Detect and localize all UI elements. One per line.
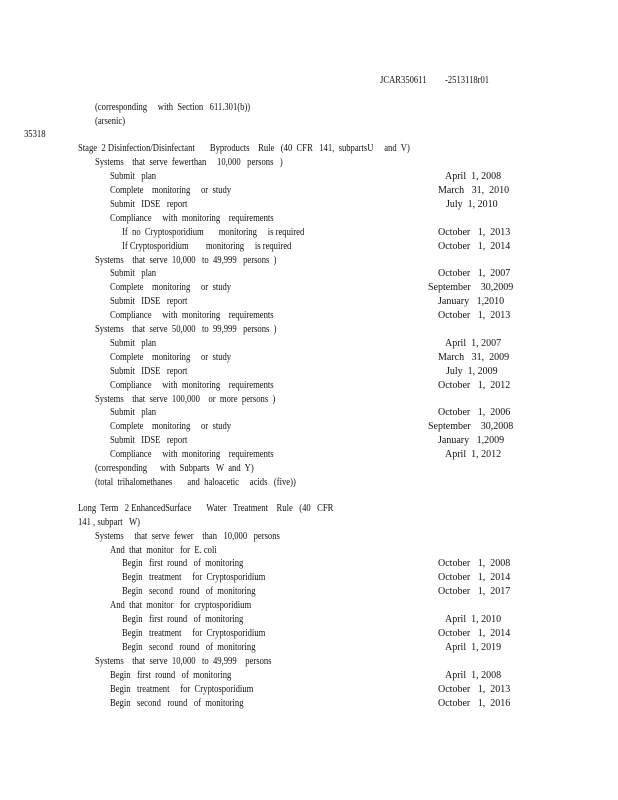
- stage2-item-label: Complete monitoring or study: [110, 282, 232, 293]
- stage2-item-label: Submit plan: [110, 171, 157, 182]
- stage2-item-date: September 30,2009: [428, 282, 514, 293]
- stage2-item-label: Submit plan: [110, 338, 157, 349]
- stage2-item-label: If no Cryptosporidium monitoring is required: [122, 227, 305, 238]
- stage2-item-label: Compliance with monitoring requirements: [110, 310, 274, 321]
- lt2-item-date: October 1, 2013: [438, 684, 511, 695]
- stage2-group-label: Systems that serve 100,000 or more persons ): [95, 394, 276, 405]
- lt2-item-date: April 1, 2010: [445, 614, 502, 625]
- stage2-item-date: April 1, 2012: [445, 449, 502, 460]
- stage2-item-label: Compliance with monitoring requirements: [110, 213, 274, 224]
- lt2-item-label: Begin first round of monitoring: [110, 670, 232, 681]
- stage2-item-label: Submit IDSE report: [110, 435, 188, 446]
- doc-id: JCAR350611: [380, 75, 427, 86]
- lt2-subgroup-label: And that monitor for cryptosporidium: [110, 600, 252, 611]
- stage2-item-label: Complete monitoring or study: [110, 185, 232, 196]
- intro-line-1: (corresponding with Section 611.301(b)): [95, 102, 251, 113]
- stage2-note-2: (total trihalomethanes and haloacetic acids (five)): [95, 477, 296, 488]
- stage2-item-label: If Cryptosporidium monitoring is required: [122, 241, 292, 252]
- stage2-item-date: July 1, 2009: [446, 366, 498, 377]
- stage2-item-label: Compliance with monitoring requirements: [110, 449, 274, 460]
- stage2-note-1: (corresponding with Subparts W and Y): [95, 463, 254, 474]
- lt2-item-date: October 1, 2016: [438, 698, 511, 709]
- stage2-item-label: Submit IDSE report: [110, 199, 188, 210]
- stage2-item-label: Complete monitoring or study: [110, 352, 232, 363]
- stage2-title: Stage 2 Disinfection/Disinfectant Byproducts Rule (40 CFR 141, subpartsU and V): [78, 143, 410, 154]
- lt2-item-date: April 1, 2019: [445, 642, 502, 653]
- lt2-subgroup-label: And that monitor for E. coli: [110, 545, 217, 556]
- stage2-item-date: July 1, 2010: [446, 199, 498, 210]
- stage2-item-label: Submit IDSE report: [110, 366, 188, 377]
- stage2-item-date: September 30,2008: [428, 421, 514, 432]
- lt2-item-label: Begin first round of monitoring: [122, 614, 244, 625]
- lt2-item-label: Begin second round of monitoring: [122, 642, 256, 653]
- stage2-group-label: Systems that serve fewerthan 10,000 persons ): [95, 157, 283, 168]
- lt2-item-label: Begin treatment for Cryptosporidium: [122, 572, 266, 583]
- lt2-item-date: October 1, 2008: [438, 558, 511, 569]
- stage2-item-label: Submit IDSE report: [110, 296, 188, 307]
- stage2-item-date: October 1, 2013: [438, 227, 511, 238]
- lt2-title-line-2: 141 , subpart W): [78, 517, 140, 528]
- lt2-item-label: Begin second round of monitoring: [110, 698, 244, 709]
- lt2-item-date: October 1, 2014: [438, 572, 511, 583]
- stage2-item-date: January 1,2009: [438, 435, 505, 446]
- margin-line-number: 35318: [24, 129, 46, 140]
- lt2-item-label: Begin treatment for Cryptosporidium: [122, 628, 266, 639]
- stage2-item-date: January 1,2010: [438, 296, 505, 307]
- lt2-group-label: Systems that serve fewer than 10,000 persons: [95, 531, 280, 542]
- lt2-group-label: Systems that serve 10,000 to 49,999 persons: [95, 656, 272, 667]
- lt2-item-label: Begin treatment for Cryptosporidium: [110, 684, 254, 695]
- stage2-item-date: October 1, 2006: [438, 407, 511, 418]
- stage2-group-label: Systems that serve 50,000 to 99,999 persons ): [95, 324, 277, 335]
- stage2-item-date: April 1, 2008: [445, 171, 502, 182]
- stage2-group-label: Systems that serve 10,000 to 49,999 persons ): [95, 255, 277, 266]
- stage2-item-label: Submit plan: [110, 268, 157, 279]
- stage2-item-date: October 1, 2012: [438, 380, 511, 391]
- lt2-item-label: Begin first round of monitoring: [122, 558, 244, 569]
- stage2-item-date: March 31, 2009: [438, 352, 510, 363]
- stage2-item-date: October 1, 2013: [438, 310, 511, 321]
- lt2-title-line-1: Long Term 2 EnhancedSurface Water Treatment Rule (40 CFR: [78, 503, 334, 514]
- lt2-item-date: April 1, 2008: [445, 670, 502, 681]
- stage2-item-date: April 1, 2007: [445, 338, 502, 349]
- stage2-item-label: Compliance with monitoring requirements: [110, 380, 274, 391]
- lt2-item-label: Begin second round of monitoring: [122, 586, 256, 597]
- lt2-item-date: October 1, 2014: [438, 628, 511, 639]
- stage2-item-label: Submit plan: [110, 407, 157, 418]
- stage2-item-date: October 1, 2007: [438, 268, 511, 279]
- doc-number: -2513118r01: [445, 75, 490, 86]
- lt2-item-date: October 1, 2017: [438, 586, 511, 597]
- stage2-item-date: March 31, 2010: [438, 185, 510, 196]
- intro-line-2: (arsenic): [95, 116, 126, 127]
- stage2-item-date: October 1, 2014: [438, 241, 511, 252]
- stage2-item-label: Complete monitoring or study: [110, 421, 232, 432]
